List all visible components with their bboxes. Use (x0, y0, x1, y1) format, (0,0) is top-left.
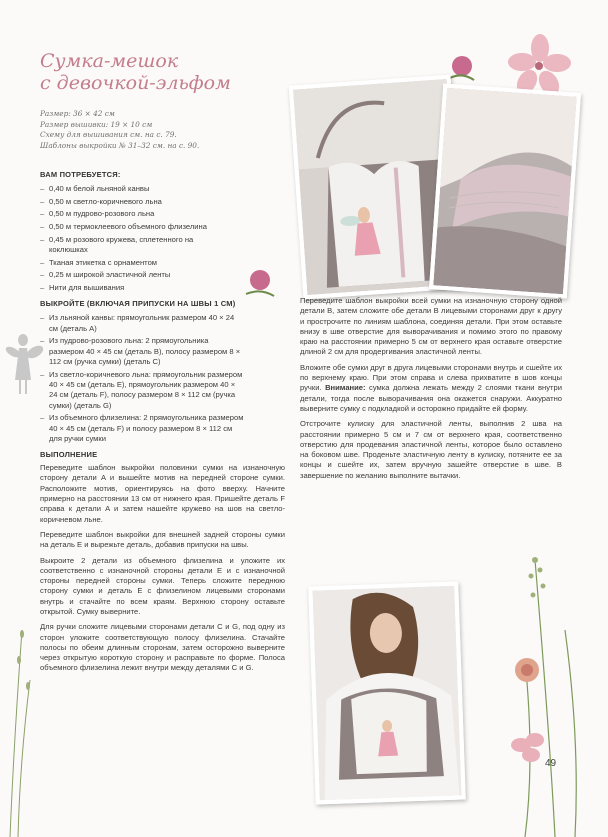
grass-stems-icon (0, 620, 40, 837)
list-item: – Из светло-коричневого льна: прямоугольник размером 40 × 45 см (деталь E), прямоугольник размером 40 × 24 см (деталь F), полосу размером 8 × 112 см (ручка сумки) (деталь G) (40, 370, 245, 411)
fairy-silhouette-icon (5, 330, 45, 400)
materials-list (40, 184, 285, 293)
list-item: – 0,40 м белой льняной канвы (40, 184, 285, 194)
paragraph-text: Вложите обе сумки друг в друга лицевыми сторонами внутрь и сшейте их по верхнему краю. При этом справа и слева прихватите в шов концы ручки. (300, 362, 562, 393)
list-item: – 0,50 м термоклеевого объемного флизелина (40, 222, 285, 232)
list-item: – 0,50 м пудрово-розового льна (40, 209, 285, 219)
list-item: – Из льняной канвы: прямоугольник размером 40 × 24 см (деталь A) (40, 313, 245, 334)
left-column (40, 170, 285, 679)
paragraph: Выкроите 2 детали из объемного флизелина и уложите их соответственно с изнаночной стороны детали E и с изнаночной стороны передней стороны сумки. Теперь сложите переднюю сторону сумки и деталь E с флизелином лицевыми сторонами внутрь и стачайте по всем краям. Верхнюю сторону оставьте открытой. Сумку выверните. (40, 555, 285, 616)
bag-detail-illustration (433, 88, 576, 295)
cut-list (40, 313, 285, 444)
wildflower-stems-icon (495, 540, 608, 837)
list-item: – Из пудрово-розового льна: 2 прямоугольника размером 40 × 45 см (деталь B), полосу размером 8 × 112 см (ручка сумки) (деталь C) (40, 336, 245, 367)
list-item: – 0,45 м розового кружева, сплетенного на коклюшках (40, 235, 285, 256)
list-item: – Тканая этикетка с орнаментом (40, 258, 285, 268)
project-meta (40, 109, 280, 151)
list-item: – 0,50 м светло-коричневого льна (40, 197, 285, 207)
list-item: – Из объемного флизелина: 2 прямоугольника размером 40 × 45 см (деталь F) и полосу размером 8 × 112 см для ручки сумки (40, 413, 245, 444)
paragraph: Переведите шаблон выкройки половинки сумки на изнаночную сторону детали A и вышейте мотив на передней стороне сумки. Расположите мотив, ориентируясь на фото вверху. Начните примерно на расстоянии 13 см от нижнего края. Пришейте деталь F справа к детали A и затем нашейте кружево на шов на светло-коричневом льне. (40, 463, 285, 524)
materials-heading: ВАМ ПОТРЕБУЕТСЯ: (40, 170, 121, 179)
paragraph: Переведите шаблон выкройки для внешней задней стороны сумки на деталь E и вырежьте деталь, добавив припуски на швы. (40, 529, 285, 550)
title-line-2: с девочкой-эльфом (40, 72, 231, 94)
list-item: – 0,25 м широкой эластичной ленты (40, 270, 285, 280)
title-line-1: Сумка-мешок (40, 50, 179, 72)
paragraph (300, 363, 562, 414)
cut-heading: ВЫКРОЙТЕ (ВКЛЮЧАЯ ПРИПУСКИ НА ШВЫ 1 СМ) (40, 299, 236, 309)
page-number: 49 (545, 758, 557, 769)
meta-embroidery-size: Размер вышивки: 19 × 10 см (40, 119, 153, 129)
girl-with-bag-photo (308, 581, 466, 804)
paragraph: Для ручки сложите лицевыми сторонами детали C и G, под одну из сторон уложите соответствующую полосу флизелина. Стачайте полосы по обеим длинным сторонам, затем осторожно выверните через открытую короткую сторону и расправьте по форме. Полоса объемного флизелина лежит внутри между деталями C и G. (40, 622, 285, 673)
bag-photo-detail (429, 83, 581, 298)
meta-size: Размер: 36 × 42 см (40, 109, 115, 118)
meta-scheme: Схему для вышивания см. на с. 79. (40, 130, 177, 140)
paragraph: Отстрочите кулиску для эластичной ленты, выполнив 2 шва на расстоянии примерно 5 см и 7 см от верхнего края, соответственно отверстию для продевания эластичной ленты, которое было оставлено на боковом шве. Проденьте эластичную ленту в кулиску, потяните ее за концы и сшейте их, затем вручную зашейте отверстие в шве. В завершение по желанию выполните вытачки. (300, 419, 562, 480)
paragraph-text: сумка должна лежать между 2 слоями ткани внутри детали, тогда после выворачивания она окажется снаружи. Аккуратно выверните сумку с подкладкой и осторожно придайте ей форму. (300, 383, 562, 413)
article-title (40, 50, 270, 94)
right-column (300, 296, 562, 486)
paragraph: Переведите шаблон выкройки всей сумки на изнаночную сторону одной детали B, затем сложите обе детали B лицевыми сторонами друг к другу и прострочите по линиям шаблона, соединяя детали. При этом оставьте внизу в шве отверстие для выворачивания и помимо этого по правому краю на расстоянии примерно 5 см от верхнего края оставьте отверстие длиной 2 см для продергивания эластичной ленты. (300, 296, 562, 357)
meta-templates: Шаблоны выкройки № 31–32 см. на с. 90. (40, 140, 200, 150)
execution-heading: ВЫПОЛНЕНИЕ (40, 450, 98, 460)
girl-illustration (312, 586, 461, 801)
list-item: – Нити для вышивания (40, 283, 285, 293)
attention-label: Внимание: (325, 383, 366, 393)
